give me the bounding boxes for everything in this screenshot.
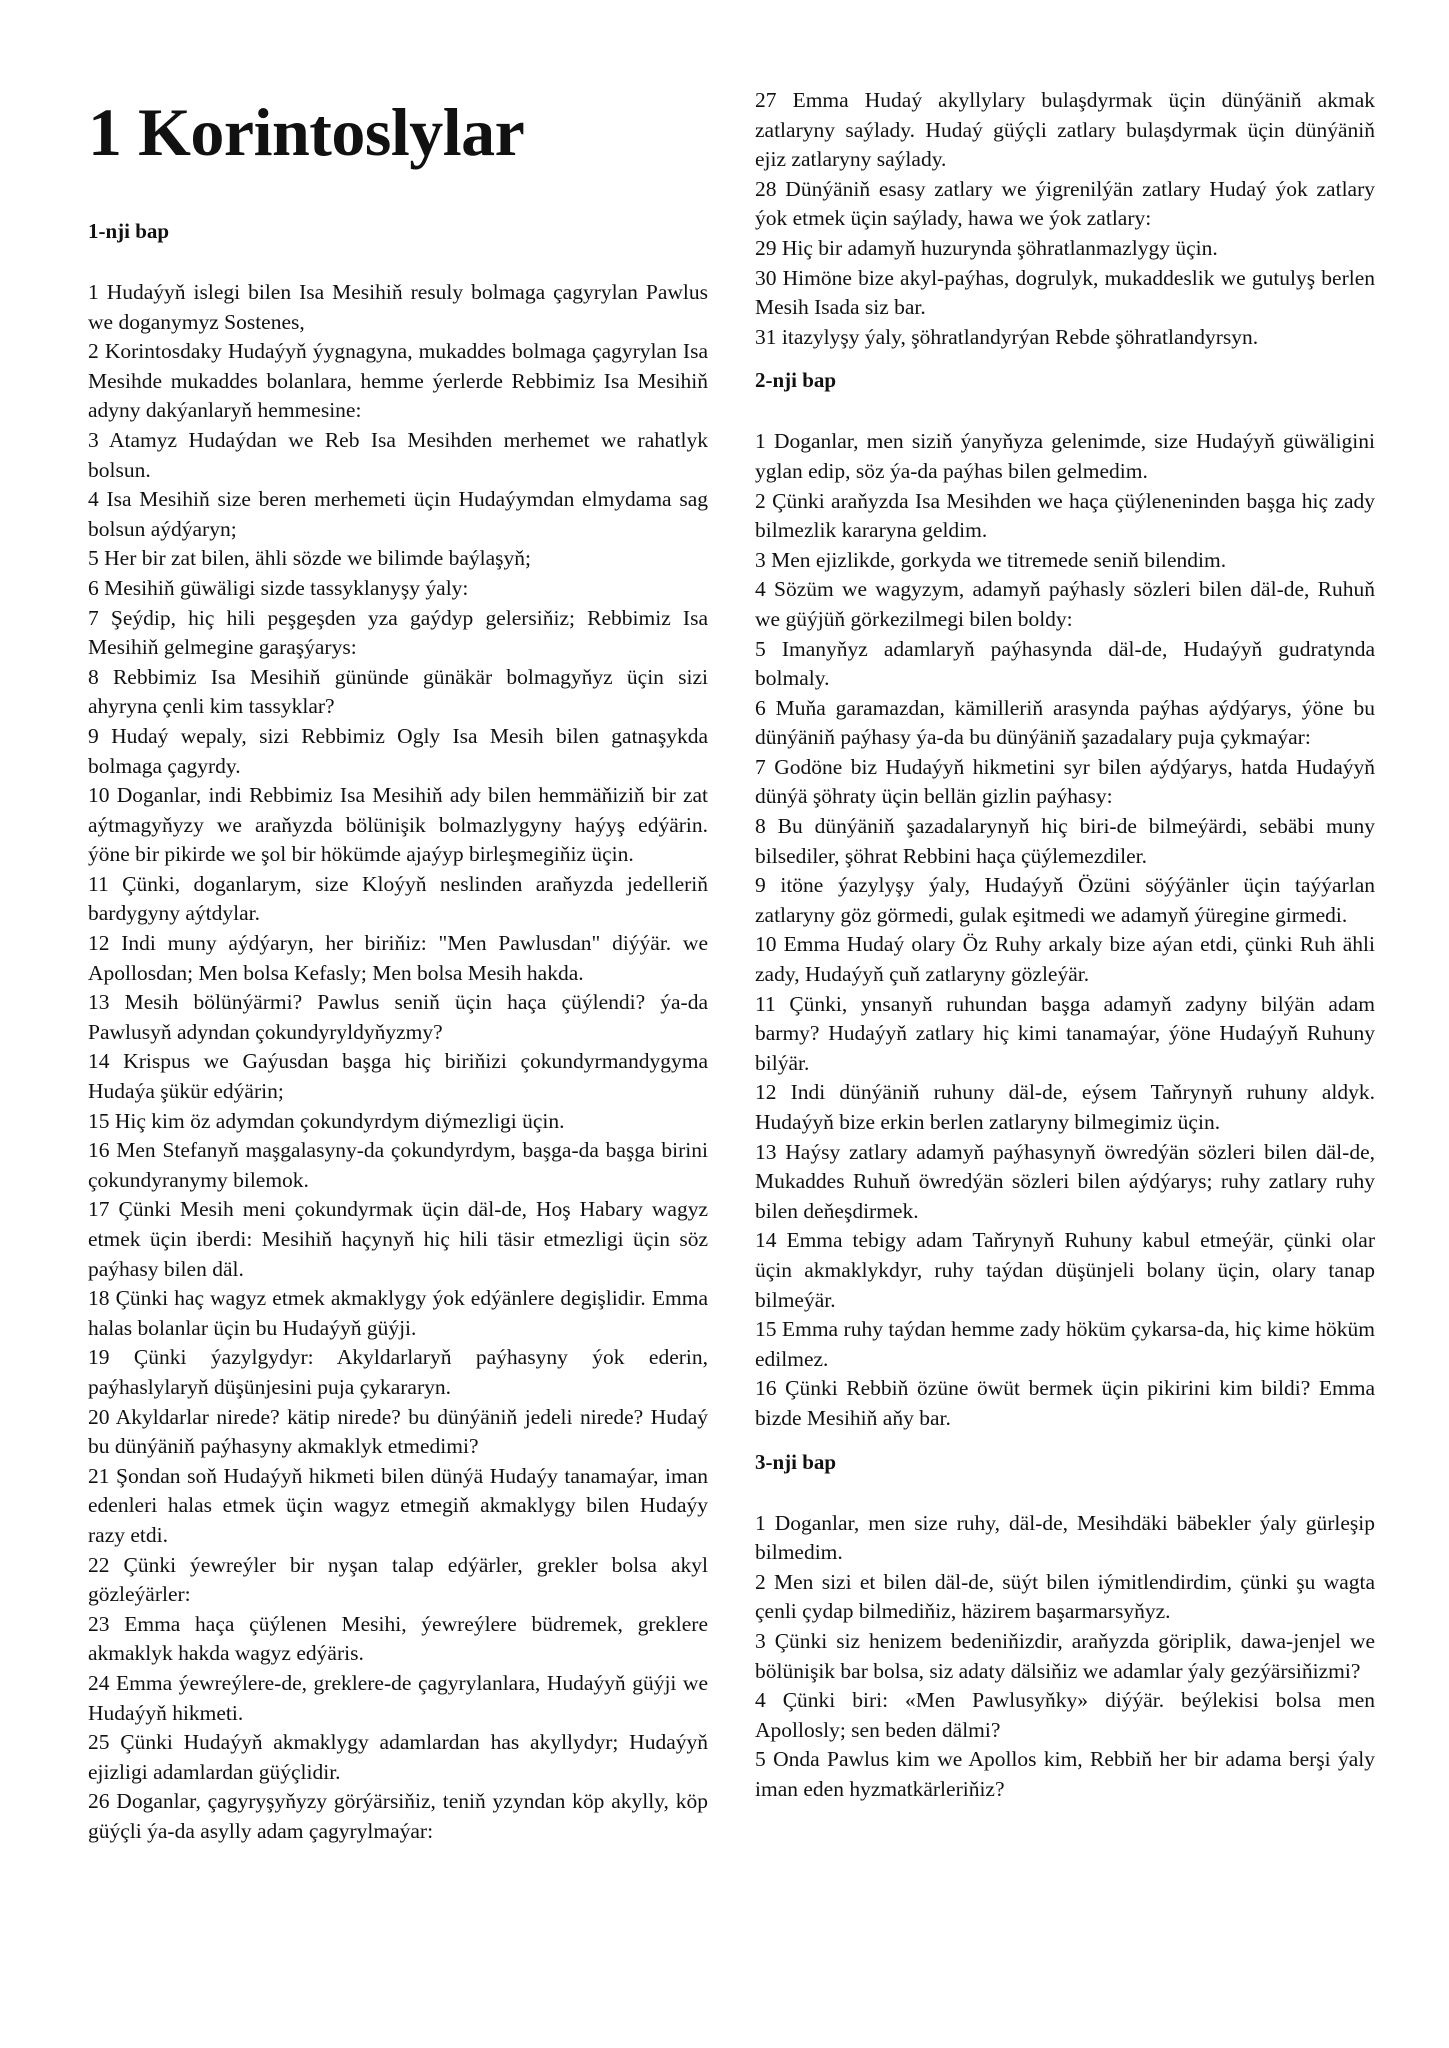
- verse: 11 Çünki, ynsanyň ruhundan başga adamyň zadyny bilýän adam barmy? Hudaýyň zatlary hiç kimi tanamaýar, ýöne Hudaýyň Ruhuny bilýär.: [755, 991, 1375, 1075]
- verse: 27 Emma Hudaý akyllylary bulaşdyrmak üçin dünýäniň akmak zatlaryny saýlady. Hudaý güýçli zatlary bulaşdyrmak üçin dünýäniň ejiz zatlaryny saýlady.: [755, 88, 1375, 172]
- verse: 12 Indi dünýäniň ruhuny däl-de, eýsem Taňrynyň ruhuny aldyk. Hudaýyň bize erkin berlen zatlaryny bilmegimiz üçin.: [755, 1080, 1375, 1134]
- verse: 2 Men sizi et bilen däl-de, süýt bilen iýmitlendirdim, çünki şu wagta çenli çydap bilmediňiz, häzirem başarmarsyňyz.: [755, 1569, 1375, 1624]
- verse: 23 Emma haça çüýlenen Mesihi, ýewreýlere büdremek, greklere akmaklyk hakda wagyz edýäris.: [88, 1611, 708, 1666]
- verse: 12 Indi muny aýdýaryn, her biriňiz: "Men Pawlusdan" diýýär. we Apollosdan; Men bolsa Kefasly; Men bolsa Mesih hakda.: [88, 931, 708, 985]
- verse: 6 Muňa garamazdan, kämilleriň arasynda paýhas aýdýarys, ýöne bu dünýäniň paýhasy ýa-da bu dünýäniň şazadalary puja çykmaýar:: [755, 695, 1375, 750]
- verse: 2 Korintosdaky Hudaýyň ýygnagyna, mukaddes bolmaga çagyrylan Isa Mesihde mukaddes bolanlara, hemme ýerlerde Rebbimiz Isa Mesihiň adyny dakýanlaryň hemmesine:: [88, 339, 708, 423]
- verse: 19 Çünki ýazylgydyr: Akyldarlaryň paýhasyny ýok ederin, paýhaslylaryň düşünjesini puja çykararyn.: [88, 1345, 708, 1399]
- verse: 28 Dünýäniň esasy zatlary we ýigrenilýän zatlary Hudaý ýok zatlary ýok etmek üçin saýlady, hawa we ýok zatlary:: [755, 176, 1375, 231]
- verse: 5 Her bir zat bilen, ähli sözde we bilimde baýlaşyň;: [88, 546, 532, 571]
- verse: 9 itöne ýazylyşy ýaly, Hudaýyň Özüni söýýänler üçin taýýarlan zatlaryny göz görmedi, gulak eşitmedi we adamyň ýüregine girmedi.: [755, 873, 1375, 927]
- chapter-heading: 1-nji bap: [88, 219, 170, 243]
- verse: 13 Mesih bölünýärmi? Pawlus seniň üçin haça çüýlendi? ýa-da Pawlusyň adyndan çokundyryldyňyzmy?: [88, 990, 708, 1044]
- verse: 13 Haýsy zatlary adamyň paýhasynyň öwredýän sözleri bilen däl-de, Mukaddes Ruhuň öwredýän sözleri bilen aýdýarys; ruhy zatlary ruhy bilen deňeşdirmek.: [755, 1139, 1375, 1223]
- verse: 4 Sözüm we wagyzym, adamyň paýhasly sözleri bilen däl-de, Ruhuň we güýjüň görkezilmegi bilen boldy:: [755, 577, 1375, 631]
- verse: 26 Doganlar, çagyryşyňyzy görýärsiňiz, teniň yzyndan köp akylly, köp güýçli ýa-da asylly adam çagyrylmaýar:: [88, 1789, 708, 1843]
- verse: 24 Emma ýewreýlere-de, greklere-de çagyrylanlara, Hudaýyň güýji we Hudaýyň hikmeti.: [88, 1670, 708, 1725]
- verse: 8 Bu dünýäniň şazadalarynyň hiç biri-de bilmeýärdi, sebäbi muny bilsediler, şöhrat Rebbini haça çüýlemezdiler.: [755, 814, 1375, 868]
- verse: 1 Hudaýyň islegi bilen Isa Mesihiň resuly bolmaga çagyrylan Pawlus we doganymyz Sostenes,: [88, 280, 708, 334]
- verse: 1 Doganlar, men siziň ýanyňyza gelenimde, size Hudaýyň güwäligini yglan edip, söz ýa-da paýhas bilen gelmedim.: [755, 429, 1375, 483]
- verse: 4 Isa Mesihiň size beren merhemeti üçin Hudaýymdan elmydama sag bolsun aýdýaryn;: [88, 487, 708, 541]
- verse: 7 Şeýdip, hiç hili peşgeşden yza gaýdyp gelersiňiz; Rebbimiz Isa Mesihiň gelmegine garaşýarys:: [88, 605, 708, 660]
- verse: 2 Çünki araňyzda Isa Mesihden we haça çüýleneninden başga hiç zady bilmezlik kararyna geldim.: [755, 488, 1375, 543]
- verse: 9 Hudaý wepaly, sizi Rebbimiz Ogly Isa Mesih bilen gatnaşykda bolmaga çagyrdy.: [88, 723, 708, 778]
- verse: 7 Godöne biz Hudaýyň hikmetini syr bilen aýdýarys, hatda Hudaýyň dünýä şöhraty üçin bellän gizlin paýhasy:: [755, 754, 1375, 809]
- verse: 21 Şondan soň Hudaýyň hikmeti bilen dünýä Hudaýy tanamaýar, iman edenleri halas etmek üçin wagyz etmegiň akmaklygy bilen Hudaýy razy etdi.: [88, 1463, 708, 1547]
- right-column: [755, 86, 1375, 1804]
- verse: 20 Akyldarlar nirede? kätip nirede? bu dünýäniň jedeli nirede? Hudaý bu dünýäniň paýhasyny akmaklyk etmedimi?: [88, 1404, 708, 1459]
- verse: 6 Mesihiň güwäligi sizde tassyklanyşy ýaly:: [88, 575, 469, 600]
- verse: 17 Çünki Mesih meni çokundyrmak üçin däl-de, Hoş Habary wagyz etmek üçin iberdi: Mesihiň haçynyň hiç hili täsir etmezligi üçin söz paýhasy bilen däl.: [88, 1197, 708, 1281]
- verse: 1 Doganlar, men size ruhy, däl-de, Mesihdäki bäbekler ýaly gürleşip bilmedim.: [755, 1510, 1375, 1565]
- verse: 8 Rebbimiz Isa Mesihiň gününde günäkär bolmagyňyz üçin sizi ahyryna çenli kim tassyklar?: [88, 664, 708, 719]
- verse: 14 Emma tebigy adam Taňrynyň Ruhuny kabul etmeýär, çünki olar üçin akmaklykdyr, ruhy taýdan düşünjeli bolany üçin, olary tanap bilmeýär.: [755, 1228, 1375, 1312]
- verse: 4 Çünki biri: «Men Pawlusyňky» diýýär. beýlekisi bolsa men Apollosly; sen beden dälmi?: [755, 1688, 1375, 1742]
- book-title: 1 Korintoslylar: [88, 94, 525, 170]
- verse: 18 Çünki haç wagyz etmek akmaklygy ýok edýänlere degişlidir. Emma halas bolanlar üçin bu Hudaýyň güýji.: [88, 1286, 708, 1340]
- verse: 3 Men ejizlikde, gorkyda we titremede seniň bilendim.: [755, 547, 1227, 572]
- verse: 5 Imanyňyz adamlaryň paýhasynda däl-de, Hudaýyň gudratynda bolmaly.: [755, 636, 1375, 691]
- verse: 16 Men Stefanyň maşgalasyny-da çokundyrdym, başga-da başga birini çokundyranymy bilemok.: [88, 1138, 708, 1192]
- left-column: [88, 86, 708, 1846]
- verse: 30 Himöne bize akyl-paýhas, dogrulyk, mukaddeslik we gutulyş berlen Mesih Isada siz bar.: [755, 265, 1375, 320]
- verse: 5 Onda Pawlus kim we Apollos kim, Rebbiň her bir adama berşi ýaly iman eden hyzmatkärleriňiz?: [755, 1747, 1375, 1801]
- verse: 15 Hiç kim öz adymdan çokundyrdym diýmezligi üçin.: [88, 1108, 565, 1133]
- verse: 22 Çünki ýewreýler bir nyşan talap edýärler, grekler bolsa akyl gözleýärler:: [88, 1552, 708, 1607]
- verse: 11 Çünki, doganlarym, size Kloýyň neslinden araňyzda jedelleriň bardygyny aýtdylar.: [88, 871, 708, 926]
- chapter-heading: 3-nji bap: [755, 1449, 837, 1474]
- verse: 29 Hiç bir adamyň huzurynda şöhratlanmazlygy üçin.: [755, 235, 1218, 260]
- verse: 14 Krispus we Gaýusdan başga hiç biriňizi çokundyrmandygyma Hudaýa şükür edýärin;: [88, 1049, 708, 1104]
- verse: 31 itazylyşy ýaly, şöhratlandyrýan Rebde şöhratlandyrsyn.: [755, 324, 1259, 349]
- verse: 10 Emma Hudaý olary Öz Ruhy arkaly bize aýan etdi, çünki Ruh ähli zady, Hudaýyň çuň zatlaryny gözleýär.: [755, 932, 1375, 987]
- verse: 3 Çünki siz henizem bedeniňizdir, araňyzda göriplik, dawa-jenjel we bölünişik bar bolsa, siz adaty dälsiňiz we adamlar ýaly gezýärsiňizmi?: [755, 1628, 1375, 1683]
- chapter-heading: 2-nji bap: [755, 368, 837, 393]
- verse: 15 Emma ruhy taýdan hemme zady höküm çykarsa-da, hiç kime höküm edilmez.: [755, 1317, 1375, 1371]
- verse: 25 Çünki Hudaýyň akmaklygy adamlardan has akyllydyr; Hudaýyň ejizligi adamlardan güýçlidir.: [88, 1730, 708, 1784]
- verse: 16 Çünki Rebbiň özüne öwüt bermek üçin pikirini kim bildi? Emma bizde Mesihiň aňy bar.: [755, 1376, 1375, 1430]
- verse: 10 Doganlar, indi Rebbimiz Isa Mesihiň ady bilen hemmäňiziň bir zat aýtmagyňyzy we araňyzda bölünişik bolmazlygyny haýyş edýärin. ýöne bir pikirde we şol bir hökümde ajaýyp birleşmegiňiz üçin.: [88, 783, 708, 867]
- verse: 3 Atamyz Hudaýdan we Reb Isa Mesihden merhemet we rahatlyk bolsun.: [88, 427, 708, 482]
